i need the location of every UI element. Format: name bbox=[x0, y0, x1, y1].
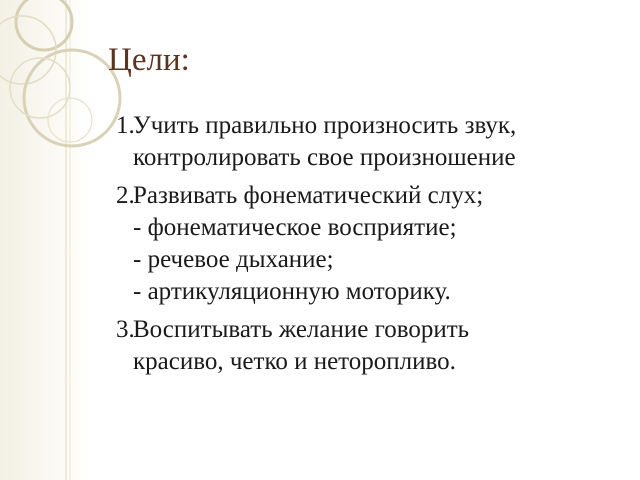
list-item bbox=[116, 314, 631, 378]
item-number: 3. bbox=[116, 316, 135, 343]
slide-title: Цели: bbox=[108, 42, 190, 78]
sub-item: - артикуляционную моторику. bbox=[133, 278, 451, 305]
item-number: 2. bbox=[116, 182, 135, 209]
sub-item: - фонематическое восприятие; bbox=[133, 214, 457, 241]
item-text-line: Учить правильно произносить звук, bbox=[133, 112, 517, 139]
item-text-line: Воспитывать желание говорить bbox=[133, 316, 470, 343]
item-text-line: красиво, четко и неторопливо. bbox=[133, 348, 456, 375]
item-text-line: контролировать свое произношение bbox=[133, 144, 516, 171]
list-item bbox=[116, 110, 631, 174]
sub-item: - речевое дыхание; bbox=[133, 246, 334, 273]
goals-list bbox=[116, 110, 631, 384]
item-number: 1. bbox=[116, 112, 135, 139]
list-item bbox=[116, 180, 631, 308]
item-text-line: Развивать фонематический слух; bbox=[133, 182, 484, 209]
